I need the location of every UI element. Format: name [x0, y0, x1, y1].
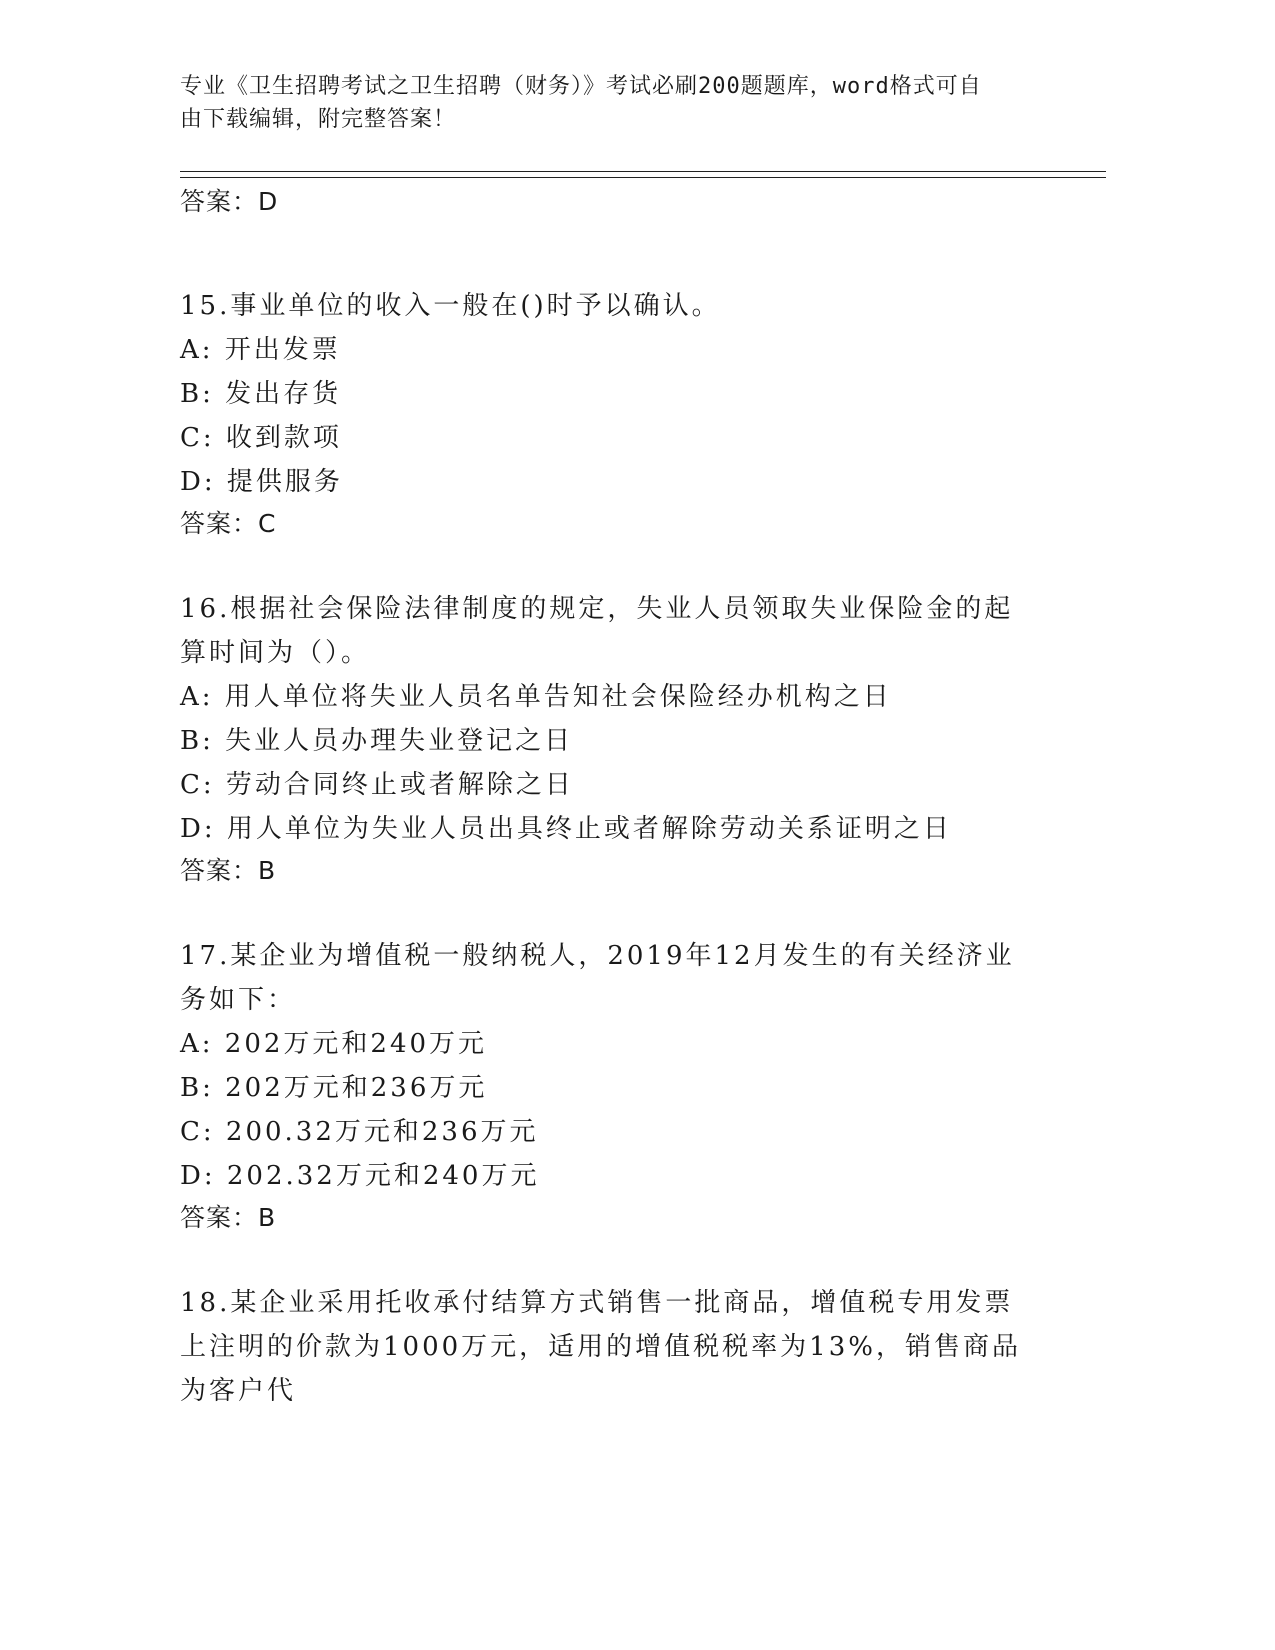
option-d: D: 提供服务	[180, 467, 343, 497]
option-d: D: 202.32万元和240万元	[180, 1161, 540, 1191]
answer-line: 答案：B	[180, 856, 277, 885]
question-15	[180, 284, 1040, 544]
header-line-2: 由下载编辑，附完整答案！	[180, 107, 457, 132]
option-a: A: 用人单位将失业人员名单告知社会保险经办机构之日	[180, 682, 892, 712]
option-b: B: 失业人员办理失业登记之日	[180, 726, 574, 756]
question-16	[180, 587, 1040, 891]
question-stem: 17.某企业为增值税一般纳税人，2019年12月发生的有关经济业务如下：	[180, 941, 1015, 1015]
option-d: D: 用人单位为失业人员出具终止或者解除劳动关系证明之日	[180, 814, 952, 844]
option-c: C: 200.32万元和236万元	[180, 1117, 539, 1147]
question-stem: 16.根据社会保险法律制度的规定，失业人员领取失业保险金的起算时间为（）。	[180, 594, 1014, 668]
header-divider-top	[180, 171, 1106, 172]
option-a: A: 202万元和240万元	[180, 1029, 488, 1059]
option-c: C: 收到款项	[180, 423, 342, 453]
answer-line: 答案：C	[180, 509, 277, 538]
question-18	[180, 1281, 1040, 1413]
header-divider-bottom	[180, 177, 1106, 178]
option-a: A: 开出发票	[180, 335, 341, 365]
question-stem: 18.某企业采用托收承付结算方式销售一批商品，增值税专用发票上注明的价款为1000万元，适用的增值税税率为13%，销售商品为客户代	[180, 1288, 1021, 1406]
option-c: C: 劳动合同终止或者解除之日	[180, 770, 574, 800]
question-list	[180, 182, 1040, 1413]
answer-line: 答案：D	[180, 187, 279, 216]
option-b: B: 202万元和236万元	[180, 1073, 488, 1103]
question-stem: 15.事业单位的收入一般在()时予以确认。	[180, 291, 721, 321]
question-17	[180, 934, 1040, 1238]
answer-line: 答案：B	[180, 1203, 277, 1232]
page-header	[180, 70, 1040, 136]
option-b: B: 发出存货	[180, 379, 342, 409]
header-line-1: 专业《卫生招聘考试之卫生招聘（财务）》考试必刷200题题库，word格式可自	[180, 74, 982, 99]
